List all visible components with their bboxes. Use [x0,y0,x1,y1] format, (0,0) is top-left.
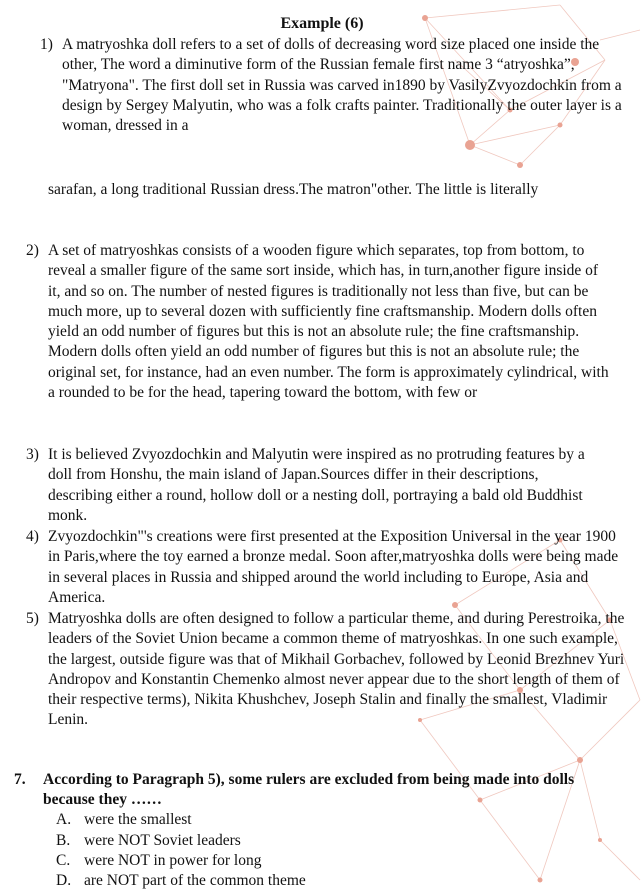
option-text: were NOT in power for long [84,852,262,869]
paragraph-1-number: 1) [40,36,53,53]
paragraph-1-continuation: sarafan, a long traditional Russian dress.The matron"other. The little is literally [48,181,539,198]
question-7 [14,770,614,812]
answer-option-c[interactable] [56,851,456,871]
paragraph-2-number: 2) [26,242,39,259]
option-letter: A. [56,811,72,828]
paragraph-3 [26,445,616,527]
paragraph-4 [26,527,626,609]
paragraph-4-text: Zvyozdochkin"'s creations were first presented at the Exposition Universal in the year 1900 in Paris,where the toy earned a bronze medal. Soon after,matryoshka dolls were being made in several places in Russia and shipped around the world including to Europe, Asia and America. [48,528,619,606]
paragraph-5-number: 5) [26,610,39,627]
paragraph-1-text: A matryoshka doll refers to a set of dolls of decreasing word size placed one inside the other, The word a diminutive form of the Russian female first name 3 “atryoshka”, "Matryona". The first doll set in Russia was carved in1890 by VasilyZvyozdochkin from a design by Sergey Malyutin, who was a folk crafts painter. Traditionally the outer layer is a woman, dressed in a [62,36,622,135]
paragraph-3-text: It is believed Zvyozdochkin and Malyutin were inspired as no protruding features by a doll from Honshu, the main island of Japan.Sources differ in their descriptions, describing either a round, hollow doll or a nesting doll, portraying a bald old Buddhist monk. [48,446,585,524]
paragraph-2 [26,241,616,445]
option-text: were NOT Soviet leaders [84,832,241,849]
paragraph-4-number: 4) [26,528,39,545]
answer-option-b[interactable] [56,831,456,851]
option-letter: C. [56,852,71,869]
option-text: were the smallest [84,811,192,828]
option-letter: B. [56,832,71,849]
option-letter: D. [56,872,72,889]
question-number: 7. [14,771,26,788]
answer-option-a[interactable] [56,810,456,830]
answer-option-d[interactable] [56,871,456,891]
paragraph-5-text: Matryoshka dolls are often designed to follow a particular theme, and during Perestroika, the leaders of the Soviet Union became a common theme of matryoshkas. In one such example, the largest, outside figure was that of Mikhail Gorbachev, followed by Leonid Brezhnev Yuri Andropov and Konstantin Chemenko almost never appear due to the short length of them of their respective terms), Nikita Khushchev, Joseph Stalin and finally the smallest, Vladimir Lenin. [48,610,625,729]
paragraph-1 [40,35,630,145]
page-title: Example (6) [280,15,364,32]
option-text: are NOT part of the common theme [84,872,306,889]
question-text: According to Paragraph 5), some rulers are excluded from being made into dolls because they …… [43,771,575,809]
paragraph-3-number: 3) [26,446,39,463]
paragraph-5 [26,609,626,753]
paragraph-2-text: A set of matryoshkas consists of a wooden figure which separates, top from bottom, to reveal a smaller figure of the same sort inside, which has, in turn,another figure inside of it, and so on. The number of nested figures is traditionally not less than five, but can be much more, up to several dozen with sufficiently fine craftsmanship. Modern dolls often yield an odd number of figures but this is not an absolute rule; the fine craftsmanship. Modern dolls often yield an odd number of figures but this is not an absolute rule; the original set, for instance, had an even number. The form is approximately cylindrical, with a rounded to be for the head, tapering toward the bottom, with few or [48,242,609,402]
